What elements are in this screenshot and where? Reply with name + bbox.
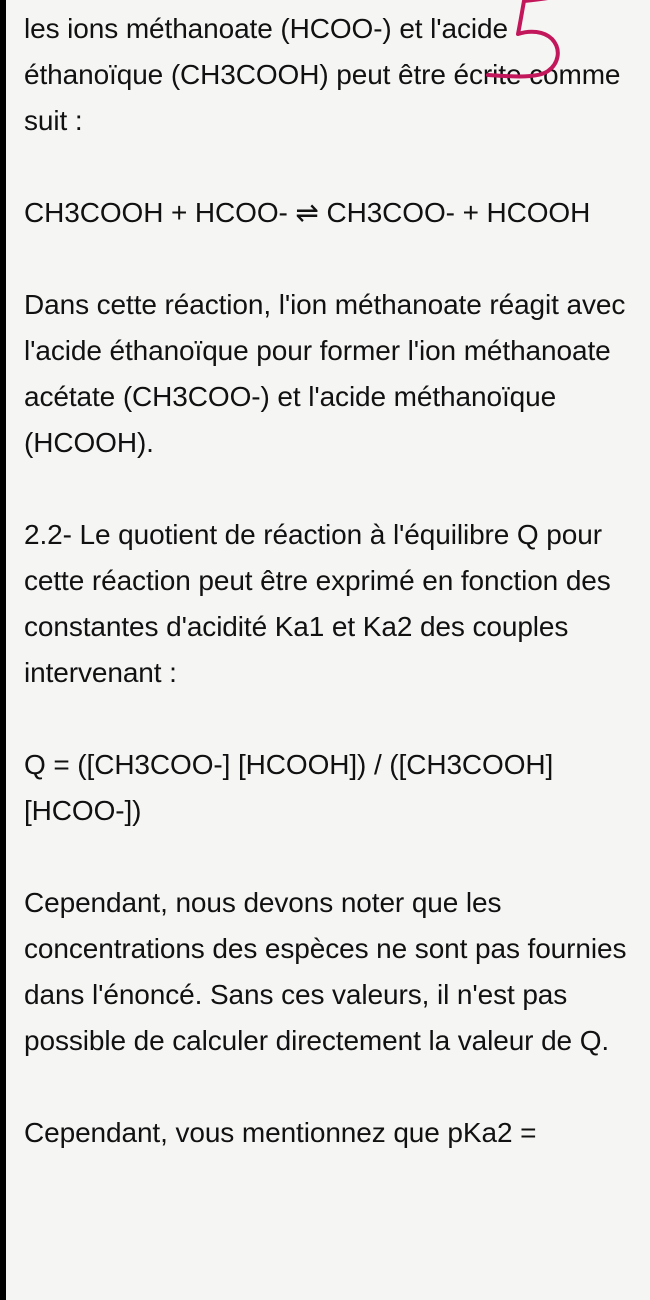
message-bubble	[6, 0, 650, 1300]
message-text	[24, 0, 634, 1156]
paragraph-pka2-mention: Cependant, vous mentionnez que pKa2 =	[24, 1117, 537, 1148]
paragraph-reaction-equation: CH3COOH + HCOO- ⇌ CH3COO- + HCOOH	[24, 197, 591, 228]
paragraph-missing-concentrations: Cependant, nous devons noter que les concentrations des espèces ne sont pas fournies dans l'énoncé. Sans ces valeurs, il n'est pas possible de calculer directement la valeur de Q.	[24, 887, 627, 1056]
paragraph-quotient-formula: Q = ([CH3COO-] [HCOOH]) / ([CH3COOH] [HCOO-])	[24, 749, 554, 826]
paragraph-equation-intro: les ions méthanoate (HCOO-) et l'acide éthanoïque (CH3COOH) peut être écrite comme suit :	[24, 13, 621, 136]
paragraph-quotient-intro: 2.2- Le quotient de réaction à l'équilibre Q pour cette réaction peut être exprimé en fonction des constantes d'acidité Ka1 et Ka2 des couples intervenant :	[24, 519, 611, 688]
paragraph-reaction-explanation: Dans cette réaction, l'ion méthanoate réagit avec l'acide éthanoïque pour former l'ion méthanoate acétate (CH3COO-) et l'acide méthanoïque (HCOOH).	[24, 289, 626, 458]
